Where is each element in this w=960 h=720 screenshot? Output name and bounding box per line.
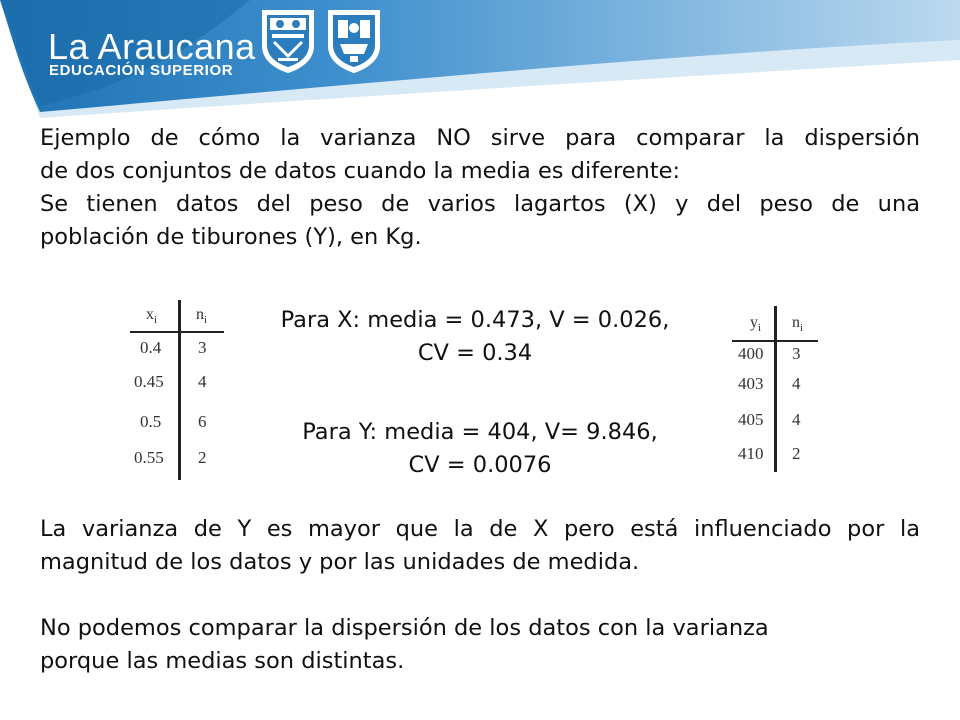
table-x-header-rule xyxy=(130,331,224,333)
table-row: 4 xyxy=(792,374,801,393)
stats-y xyxy=(245,416,715,482)
table-y-header-ni: $n_i$ xyxy=(792,314,804,335)
table-row: 2 xyxy=(198,448,207,467)
table-row: 2 xyxy=(792,444,801,463)
intro-line: Se tienen datos del peso de varios lagartos (X) y del peso de una xyxy=(40,191,920,217)
stats-x-line2: CV = 0.34 xyxy=(417,340,533,366)
table-row: 3 xyxy=(198,338,207,357)
intro-line: Ejemplo de cómo la varianza NO sirve para comparar la dispersión xyxy=(40,125,920,151)
intro-paragraph xyxy=(40,122,920,254)
stats-y-line2: CV = 0.0076 xyxy=(408,452,552,478)
intro-line: población de tiburones (Y), en Kg. xyxy=(40,224,422,250)
final-line: porque las medias son distintas. xyxy=(40,648,405,674)
table-row: 0.4 xyxy=(140,338,162,357)
conclusion-paragraph xyxy=(40,513,920,579)
table-row: 403 xyxy=(738,374,764,393)
brand-name: La Araucana xyxy=(48,26,256,67)
table-row: 400 xyxy=(738,344,764,363)
table-row: 4 xyxy=(792,410,801,429)
table-row: 0.5 xyxy=(140,412,162,431)
intro-line: de dos conjuntos de datos cuando la media es diferente: xyxy=(40,158,681,184)
stats-x-line1: Para X: media = 0.473, V = 0.026, xyxy=(280,307,670,333)
crest-left-icon xyxy=(260,8,316,74)
table-x-header-xi: $x_i$ xyxy=(146,306,158,327)
brand-subtitle: EDUCACIÓN SUPERIOR xyxy=(49,62,234,79)
conclusion-line: La varianza de Y es mayor que la de X pero está influenciado por la xyxy=(40,516,920,542)
table-y-header-yi: $y_i$ xyxy=(750,314,762,335)
stats-x xyxy=(240,304,710,370)
table-y xyxy=(732,306,822,472)
table-row: 3 xyxy=(792,344,801,363)
table-x-divider xyxy=(178,300,181,480)
conclusion-line: magnitud de los datos y por las unidades de medida. xyxy=(40,549,640,575)
table-row: 0.45 xyxy=(134,372,164,391)
stats-y-line1: Para Y: media = 404, V= 9.846, xyxy=(302,419,658,445)
table-y-divider xyxy=(774,306,777,472)
table-row: 405 xyxy=(738,410,764,429)
final-line: No podemos comparar la dispersión de los datos con la varianza xyxy=(40,615,769,641)
table-row: 6 xyxy=(198,412,207,431)
table-x-header-ni: $n_i$ xyxy=(196,306,208,327)
table-x xyxy=(130,296,230,480)
table-row: 0.55 xyxy=(134,448,164,467)
crest-right-icon xyxy=(326,8,382,74)
table-row: 4 xyxy=(198,372,207,391)
final-paragraph xyxy=(40,612,920,678)
table-row: 410 xyxy=(738,444,764,463)
